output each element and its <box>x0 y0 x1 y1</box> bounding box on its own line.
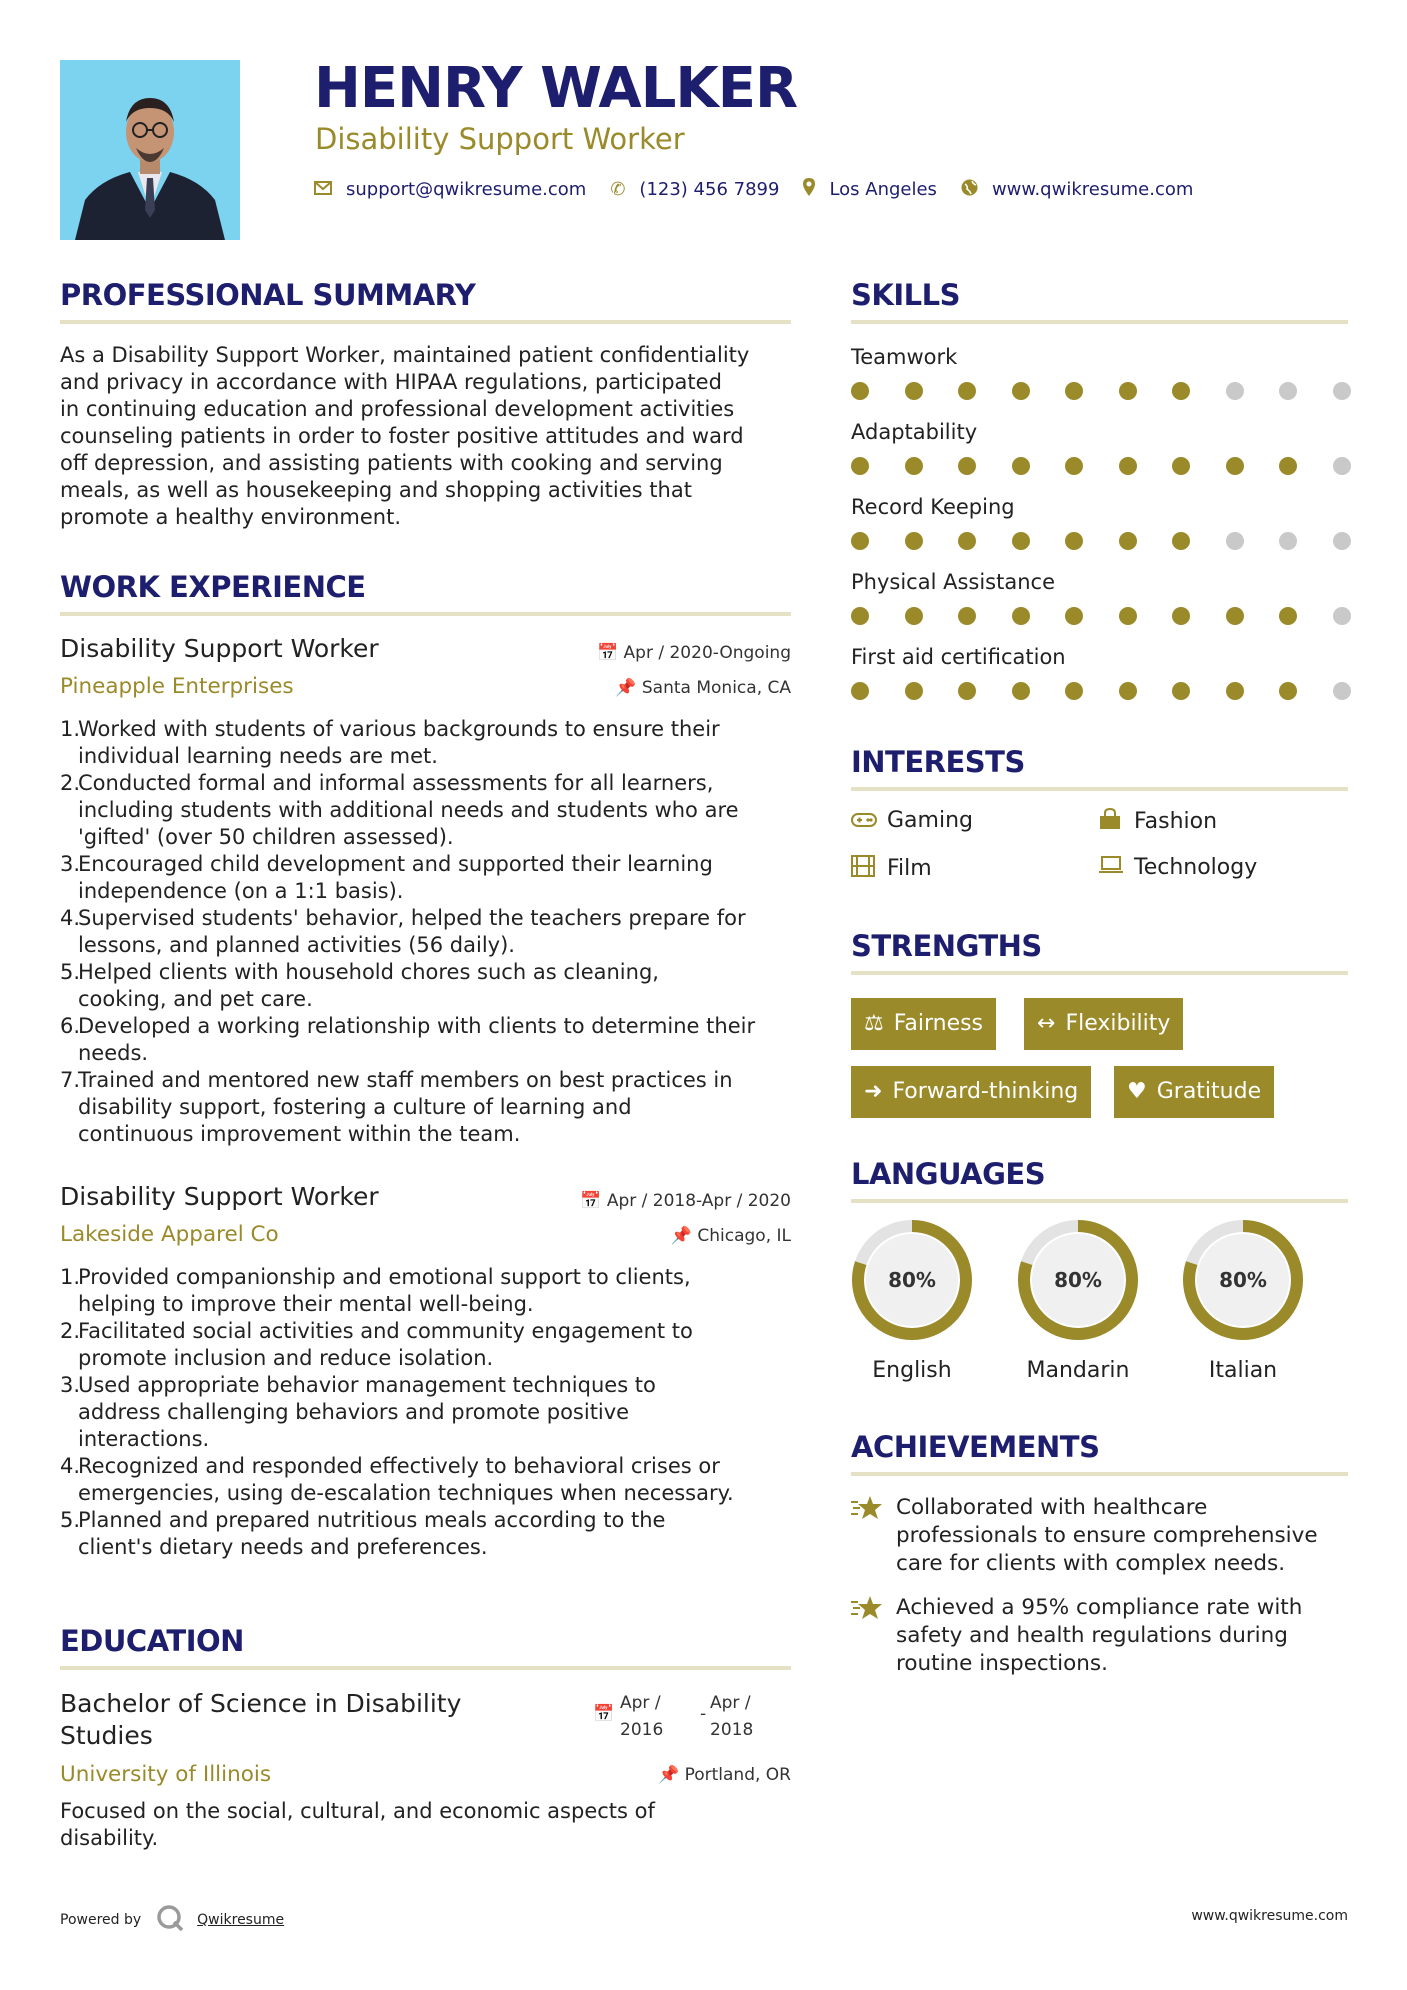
list-item: Provided companionship and emotional support to clients, helping to improve their mental well-being. <box>78 1265 691 1316</box>
education-date-from: Apr / 2016 <box>620 1693 664 1740</box>
profile-photo <box>60 60 240 240</box>
list-item: Supervised students' behavior, helped the teachers prepare for lessons, and planned activities (56 daily). <box>78 906 746 957</box>
footer-powered-by: Powered by Qwikresume <box>60 1903 284 1937</box>
film-icon <box>851 855 887 882</box>
summary-line: in continuing education and professional development activities <box>60 397 735 421</box>
school-name: University of Illinois <box>60 1762 272 1787</box>
skill-dot-filled <box>1012 382 1030 400</box>
skills-list <box>851 340 1351 715</box>
summary-line: As a Disability Support Worker, maintained patient confidentiality <box>60 343 750 367</box>
job-title: Disability Support Worker <box>60 1182 379 1211</box>
skill-row <box>851 490 1351 565</box>
skill-dot-filled <box>1065 532 1083 550</box>
skill-rating <box>851 532 1351 550</box>
summary-line: promote a healthy environment. <box>60 505 402 529</box>
skill-dot-filled <box>905 382 923 400</box>
language-item <box>1181 1218 1305 1383</box>
skill-name: Physical Assistance <box>851 570 1056 594</box>
skill-dot-filled <box>1065 457 1083 475</box>
skill-name: Record Keeping <box>851 495 1015 519</box>
skill-dot-filled <box>905 682 923 700</box>
job-company: Pineapple Enterprises <box>60 674 294 699</box>
skill-dot-filled <box>1172 532 1190 550</box>
job-company: Lakeside Apparel Co <box>60 1222 279 1247</box>
language-item <box>1016 1218 1140 1383</box>
achievements-divider <box>851 1472 1348 1476</box>
language-name: Italian <box>1208 1358 1278 1383</box>
summary-line: counseling patients in order to foster positive attitudes and ward <box>60 424 744 448</box>
list-item: Planned and prepared nutritious meals according to the client's dietary needs and preferences. <box>78 1508 666 1559</box>
interest-fashion: Fashion <box>1098 808 1217 835</box>
pushpin-icon: 📌 <box>658 1765 680 1785</box>
languages-list <box>850 1218 1350 1388</box>
job-location: 📌 Chicago, IL <box>670 1226 791 1246</box>
job-duties-list <box>60 716 818 1148</box>
skill-dot-filled <box>1119 382 1137 400</box>
language-progress-ring <box>1181 1218 1305 1342</box>
list-item: Encouraged child development and supported their learning independence (on a 1:1 basis). <box>78 852 713 903</box>
language-percent: 80% <box>1219 1268 1267 1292</box>
job-date: 📅 Apr / 2020-Ongoing <box>596 643 791 663</box>
candidate-title: Disability Support Worker <box>315 122 685 156</box>
skill-dot-filled <box>851 532 869 550</box>
interests-heading: INTERESTS <box>851 745 1025 779</box>
skill-dot-filled <box>1279 607 1297 625</box>
calendar-icon: 📅 <box>593 1704 615 1724</box>
balance-scale-icon: ⚖ <box>864 1011 884 1036</box>
education-date-sep: - <box>700 1704 707 1724</box>
job-duties-list <box>60 1264 818 1561</box>
calendar-icon: 📅 <box>580 1191 602 1211</box>
strengths-divider <box>851 971 1348 975</box>
skill-dot-filled <box>1172 682 1190 700</box>
skills-heading: SKILLS <box>851 278 960 312</box>
skill-dot-filled <box>1119 682 1137 700</box>
language-percent: 80% <box>888 1268 936 1292</box>
skill-dot-filled <box>1226 457 1244 475</box>
skill-dot-filled <box>905 457 923 475</box>
language-item <box>850 1218 974 1383</box>
skill-dot-filled <box>1012 457 1030 475</box>
contact-email[interactable]: support@qwikresume.com <box>346 179 587 200</box>
list-item: Conducted formal and informal assessments for all learners, including students with additional needs and students who are 'gifted' (over 50 children assessed). <box>78 771 739 849</box>
skill-dot-filled <box>1119 607 1137 625</box>
summary-line: off depression, and assisting patients with cooking and serving <box>60 451 723 475</box>
envelope-icon <box>314 179 332 200</box>
experience-divider <box>60 612 791 616</box>
job-date: 📅 Apr / 2018-Apr / 2020 <box>580 1191 791 1211</box>
pushpin-icon: 📌 <box>615 678 637 698</box>
skill-dot-filled <box>1119 457 1137 475</box>
skill-dot-filled <box>905 532 923 550</box>
skill-rating <box>851 382 1351 400</box>
skill-dot-filled <box>1012 607 1030 625</box>
list-item: Used appropriate behavior management techniques to address challenging behaviors and promote positive interactions. <box>78 1373 656 1451</box>
languages-divider <box>851 1199 1348 1203</box>
skill-name: Teamwork <box>851 345 958 369</box>
achievements-heading: ACHIEVEMENTS <box>851 1430 1100 1464</box>
interest-film: Film <box>851 855 932 882</box>
strength-tag-forward-thinking: ➜ Forward-thinking <box>851 1066 1091 1118</box>
skill-dot-filled <box>1119 532 1137 550</box>
skill-dot-empty <box>1333 532 1351 550</box>
skill-dot-filled <box>1279 457 1297 475</box>
list-item: Trained and mentored new staff members on best practices in disability support, fostering a culture of learning and continuous improvement within the team. <box>78 1068 733 1146</box>
skill-dot-filled <box>958 382 976 400</box>
achievement-item: Achieved a 95% compliance rate with safety and health regulations during routine inspections. <box>896 1595 1303 1676</box>
skill-name: First aid certification <box>851 645 1066 669</box>
skill-dot-filled <box>1065 607 1083 625</box>
skill-dot-empty <box>1333 607 1351 625</box>
languages-heading: LANGUAGES <box>851 1157 1046 1191</box>
skills-divider <box>851 320 1348 324</box>
skill-dot-filled <box>958 457 976 475</box>
skill-dot-filled <box>851 607 869 625</box>
education-divider <box>60 1666 791 1670</box>
skill-dot-filled <box>1172 382 1190 400</box>
skill-dot-filled <box>958 607 976 625</box>
skill-dot-empty <box>1333 382 1351 400</box>
job-location: 📌 Santa Monica, CA <box>615 678 791 698</box>
strength-tag-gratitude: ♥ Gratitude <box>1114 1066 1274 1118</box>
skill-dot-filled <box>1172 457 1190 475</box>
footer-brand-link[interactable]: Qwikresume <box>197 1912 285 1928</box>
shopping-bag-icon <box>1098 808 1134 835</box>
achievement-item: Collaborated with healthcare professionals to ensure comprehensive care for clients with complex needs. <box>896 1495 1318 1576</box>
calendar-icon: 📅 <box>596 643 619 663</box>
language-progress-ring <box>1016 1218 1140 1342</box>
skill-dot-empty <box>1226 532 1244 550</box>
skill-dot-empty <box>1279 532 1297 550</box>
contact-location: Los Angeles <box>829 179 937 200</box>
skill-rating <box>851 682 1351 700</box>
education-heading: EDUCATION <box>60 1624 244 1658</box>
skill-dot-empty <box>1279 382 1297 400</box>
skill-rating <box>851 607 1351 625</box>
education-description: Focused on the social, cultural, and economic aspects of disability. <box>60 1799 655 1850</box>
summary-text <box>60 342 800 531</box>
map-pin-icon <box>803 178 815 201</box>
skill-dot-filled <box>1012 532 1030 550</box>
list-item: Developed a working relationship with clients to determine their needs. <box>78 1014 756 1065</box>
pushpin-icon: 📌 <box>670 1226 692 1246</box>
award-star-icon <box>850 1594 884 1628</box>
list-item: Worked with students of various backgrounds to ensure their individual learning needs are met. <box>78 717 720 768</box>
skill-dot-filled <box>1012 682 1030 700</box>
contact-phone[interactable]: (123) 456 7899 <box>639 179 780 200</box>
strength-tag-fairness: ⚖ Fairness <box>851 998 996 1050</box>
language-name: English <box>872 1358 952 1383</box>
qwikresume-logo-icon <box>155 1903 185 1937</box>
language-progress-ring <box>850 1218 974 1342</box>
list-item: Helped clients with household chores such as cleaning, cooking, and pet care. <box>78 960 659 1011</box>
skill-dot-filled <box>1226 607 1244 625</box>
skill-dot-filled <box>851 682 869 700</box>
skill-row <box>851 565 1351 640</box>
skill-dot-empty <box>1333 457 1351 475</box>
globe-icon <box>961 179 978 201</box>
skill-dot-filled <box>958 682 976 700</box>
skill-name: Adaptability <box>851 420 978 444</box>
contact-website[interactable]: www.qwikresume.com <box>991 179 1194 200</box>
interest-technology: Technology <box>1098 855 1257 880</box>
skill-rating <box>851 457 1351 475</box>
skill-row <box>851 415 1351 490</box>
list-item: Recognized and responded effectively to behavioral crises or emergencies, using de-escalation techniques when necessary. <box>78 1454 734 1505</box>
phone-icon: ✆ <box>610 179 626 200</box>
laptop-icon <box>1098 855 1134 880</box>
skill-dot-filled <box>1065 382 1083 400</box>
skill-dot-filled <box>905 607 923 625</box>
heart-icon: ♥ <box>1127 1079 1147 1104</box>
skill-dot-filled <box>1279 682 1297 700</box>
arrows-horizontal-icon: ↔ <box>1037 1011 1056 1036</box>
summary-heading: PROFESSIONAL SUMMARY <box>60 278 476 312</box>
contact-bar <box>314 178 1217 201</box>
arrow-right-icon: ➜ <box>864 1079 883 1104</box>
gamepad-icon <box>851 809 887 833</box>
list-item: Facilitated social activities and community engagement to promote inclusion and reduce isolation. <box>78 1319 693 1370</box>
degree-title: Bachelor of Science in Disability Studies <box>60 1689 462 1750</box>
language-name: Mandarin <box>1026 1358 1130 1383</box>
interests-divider <box>851 787 1348 791</box>
interest-gaming: Gaming <box>851 808 973 833</box>
skill-dot-filled <box>1226 682 1244 700</box>
skill-dot-filled <box>1065 682 1083 700</box>
language-percent: 80% <box>1054 1268 1102 1292</box>
strengths-heading: STRENGTHS <box>851 929 1042 963</box>
education-date-to: Apr / 2018 <box>710 1693 754 1740</box>
job-title: Disability Support Worker <box>60 634 379 663</box>
skill-dot-empty <box>1226 382 1244 400</box>
summary-line: meals, as well as housekeeping and shopping activities that <box>60 478 692 502</box>
skill-row <box>851 340 1351 415</box>
education-location: 📌 Portland, OR <box>658 1765 791 1785</box>
skill-dot-filled <box>1172 607 1190 625</box>
footer-url[interactable]: www.qwikresume.com <box>1191 1908 1348 1924</box>
candidate-name: HENRY WALKER <box>314 56 798 121</box>
summary-line: and privacy in accordance with HIPAA regulations, participated <box>60 370 722 394</box>
skill-dot-empty <box>1333 682 1351 700</box>
skill-row <box>851 640 1351 715</box>
summary-divider <box>60 320 791 324</box>
skill-dot-filled <box>851 457 869 475</box>
strength-tag-flexibility: ↔ Flexibility <box>1024 998 1183 1050</box>
award-star-icon <box>850 1494 884 1528</box>
skill-dot-filled <box>958 532 976 550</box>
experience-heading: WORK EXPERIENCE <box>60 570 366 604</box>
skill-dot-filled <box>851 382 869 400</box>
